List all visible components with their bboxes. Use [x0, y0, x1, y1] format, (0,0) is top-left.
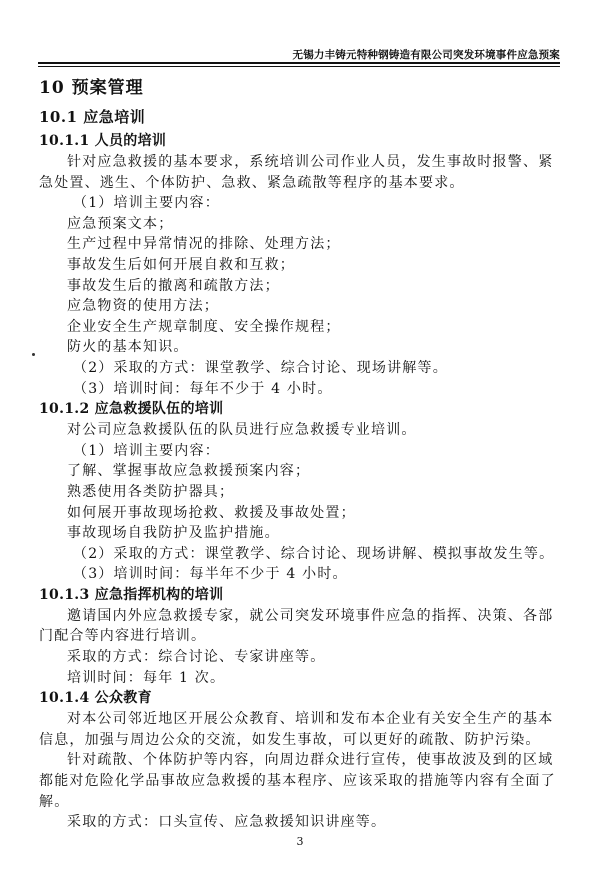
section-10-1-1-heading: 10.1.1 人员的培训 — [39, 133, 167, 149]
list-item: 防火的基本知识。 — [67, 339, 189, 356]
header-rule-thin — [38, 66, 560, 67]
running-header: 无锡力丰铸元特种钢铸造有限公司突发环境事件应急预案 — [292, 49, 560, 61]
section-10-1-2-heading: 10.1.2 应急救援队伍的培训 — [39, 401, 224, 418]
training-method: （2）采取的方式：课堂教学、综合讨论、现场讲解、模拟事故发生等。 — [73, 545, 555, 562]
document-body — [39, 74, 564, 833]
header-rule — [38, 62, 560, 64]
list-item: 事故发生后的撤离和疏散方法； — [67, 277, 280, 294]
list-item: 应急物资的使用方法； — [67, 298, 219, 315]
list-item: 生产过程中异常情况的排除、处理方法； — [67, 236, 341, 253]
training-method: （2）采取的方式：课堂教学、综合讨论、现场讲解等。 — [73, 359, 448, 376]
training-method: 采取的方式：综合讨论、专家讲座等。 — [67, 649, 326, 666]
list-item: 事故现场自我防护及监护措施。 — [67, 525, 280, 542]
scan-speck — [32, 353, 35, 356]
section-10-1-3-heading: 10.1.3 应急指挥机构的培训 — [39, 586, 224, 603]
list-item: 应急预案文本； — [67, 215, 174, 232]
training-time: 培训时间：每年 1 次。 — [67, 669, 226, 686]
paragraph: 对公司应急救援队伍的队员进行应急救援专业培训。 — [67, 422, 417, 439]
content-label: （1）培训主要内容： — [73, 195, 220, 212]
page-number: 3 — [296, 835, 304, 848]
list-item: 事故发生后如何开展自救和互救； — [67, 256, 295, 273]
training-method: 采取的方式：口头宣传、应急救援知识讲座等。 — [67, 814, 387, 831]
section-10-heading: 10 预案管理 — [39, 78, 144, 98]
paragraph: 针对疏散、个体防护等内容，向周边群众进行宣传，使事故波及到的区域都能对危险化学品事故应急救援的基本程序、应该采取的措施等内容有全面了解。 — [39, 752, 556, 810]
list-item: 熟悉使用各类防护器具； — [67, 483, 235, 500]
list-item: 企业安全生产规章制度、安全操作规程； — [67, 318, 341, 335]
section-10-1-4-heading: 10.1.4 公众教育 — [39, 690, 152, 707]
list-item: 如何展开事故现场抢救、救援及事故处置； — [67, 504, 356, 521]
list-item: 了解、掌握事故应急救援预案内容； — [67, 463, 311, 480]
paragraph: 邀请国内外应急救援专家，就公司突发环境事件应急的指挥、决策、各部门配合等内容进行培训。 — [39, 607, 554, 645]
paragraph: 针对应急救援的基本要求，系统培训公司作业人员，发生事故时报警、紧急处置、逃生、个体防护、急救、紧急疏散等程序的基本要求。 — [39, 154, 554, 191]
section-10-1-heading: 10.1 应急培训 — [39, 108, 146, 126]
content-label: （1）培训主要内容： — [73, 442, 220, 459]
training-time: （3）培训时间：每半年不少于 4 小时。 — [73, 566, 348, 583]
paragraph: 对本公司邻近地区开展公众教育、培训和发布本企业有关安全生产的基本信息，加强与周边公众的交流，如发生事故，可以更好的疏散、防护污染。 — [39, 711, 554, 748]
training-time: （3）培训时间：每年不少于 4 小时。 — [73, 380, 333, 397]
